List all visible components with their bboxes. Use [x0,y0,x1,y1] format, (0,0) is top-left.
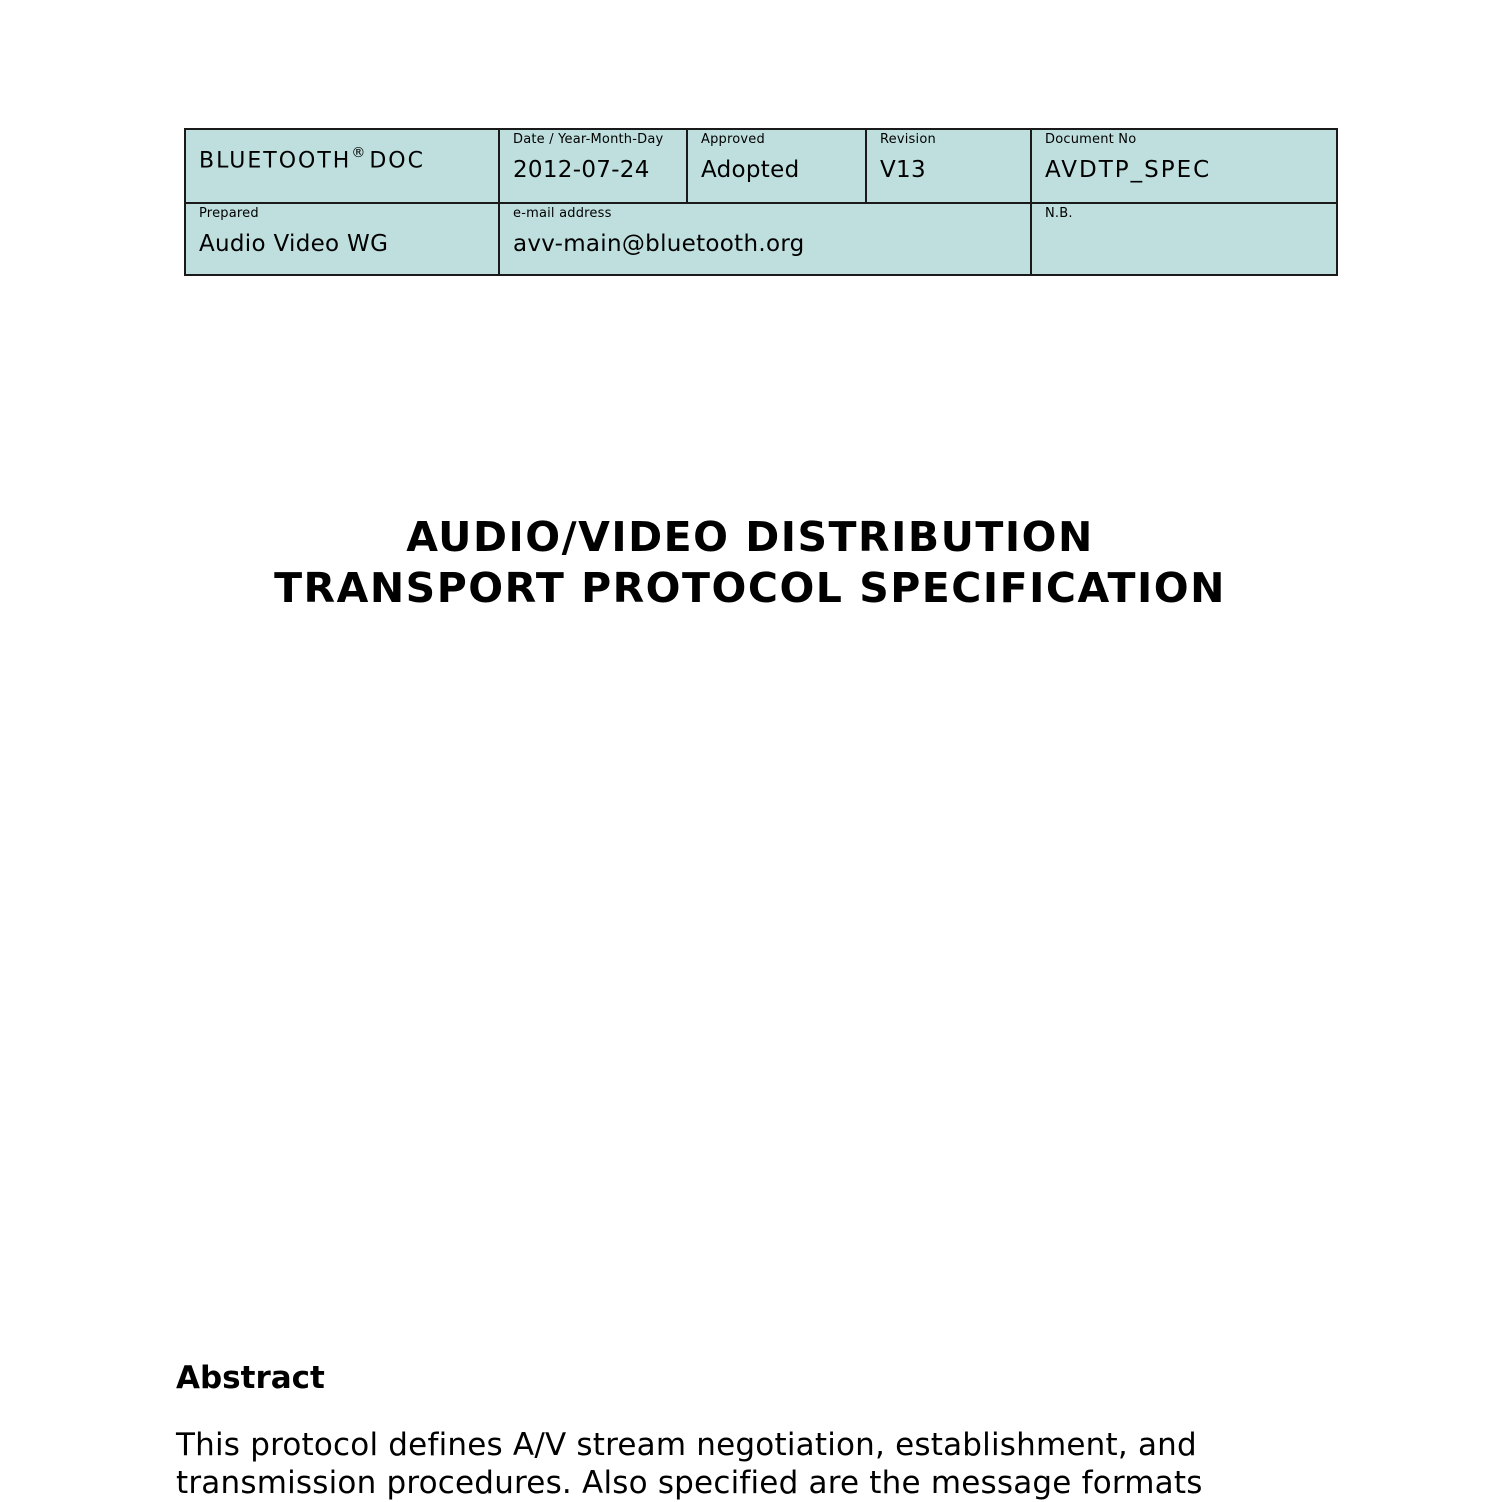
document-title [0,512,1500,614]
title-line-1: AUDIO/VIDEO DISTRIBUTION [406,513,1094,561]
prepared-cell [185,203,499,275]
title-line-2: TRANSPORT PROTOCOL SPECIFICATION [274,564,1226,612]
revision-label: Revision [880,132,936,147]
document-number-cell [1031,129,1337,203]
email-cell [499,203,1031,275]
nb-cell [1031,203,1337,275]
approved-label: Approved [701,132,765,147]
registered-mark: ® [351,145,366,161]
prepared-value: Audio Video WG [199,231,389,257]
document-number-label: Document No [1045,132,1137,147]
email-value: avv-main@bluetooth.org [513,231,805,257]
abstract-heading: Abstract [176,1360,325,1396]
date-cell [499,129,687,203]
document-number-value: AVDTP_SPEC [1045,157,1212,183]
email-label: e-mail address [513,206,612,221]
approved-value: Adopted [701,157,800,183]
nb-label: N.B. [1045,206,1073,221]
date-label: Date / Year-Month-Day [513,132,664,147]
brand-label: BLUETOOTH® DOC [199,145,425,174]
abstract-text: This protocol defines A/V stream negotiation, establishment, and transmission procedures. Also specified are the message formats [176,1427,1203,1501]
revision-cell [866,129,1031,203]
approved-cell [687,129,866,203]
date-value: 2012-07-24 [513,157,650,183]
brand-cell [185,129,499,203]
revision-value: V13 [880,157,926,183]
prepared-label: Prepared [199,206,259,221]
document-header-table [184,128,1338,276]
